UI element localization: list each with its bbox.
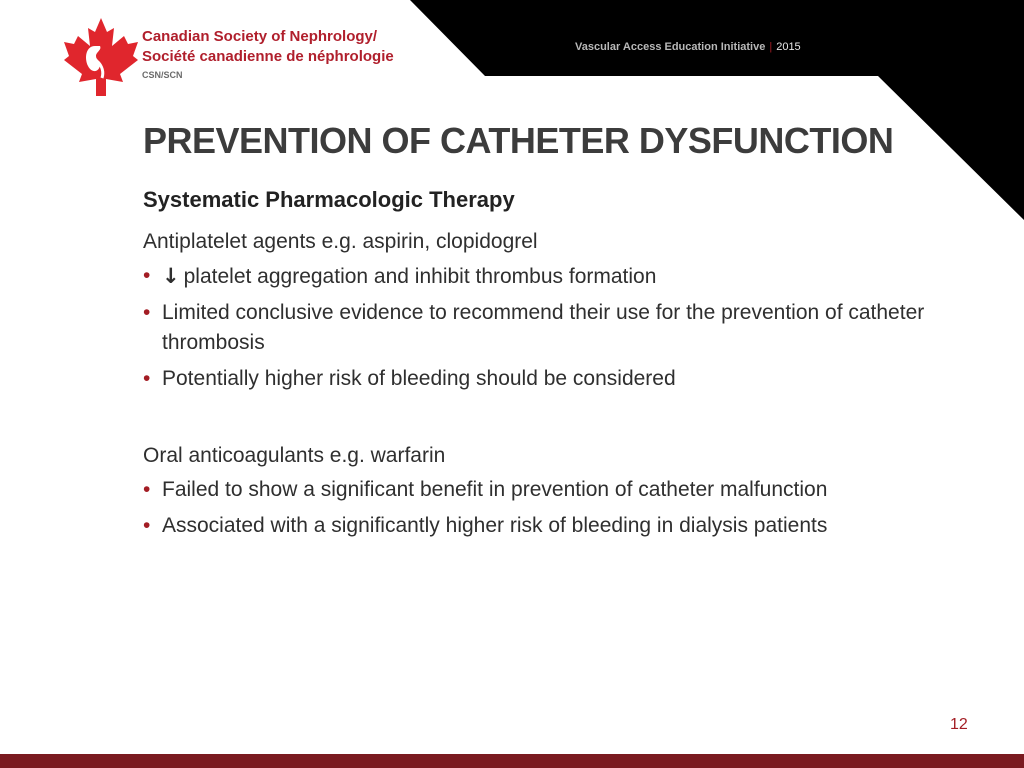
bullet-text: Potentially higher risk of bleeding should be considered xyxy=(162,367,676,390)
footer-bar xyxy=(0,754,1024,768)
csn-logo xyxy=(62,16,422,100)
maple-leaf-kidney-icon xyxy=(62,16,140,98)
page-number: 12 xyxy=(950,716,968,733)
section-spacer xyxy=(143,400,973,440)
header-year: 2015 xyxy=(776,41,801,53)
header-separator: | xyxy=(769,41,773,53)
initiative-label: Vascular Access Education Initiative xyxy=(575,41,766,53)
bullet-text: platelet aggregation and inhibit thrombus formation xyxy=(183,265,657,288)
logo-text-french: Société canadienne de néphrologie xyxy=(142,48,394,65)
bullet-text: Limited conclusive evidence to recommend their use for the prevention of catheter thrombosis xyxy=(162,301,925,354)
header-initiative-text xyxy=(575,41,801,53)
logo-text-english: Canadian Society of Nephrology/ xyxy=(142,28,378,45)
list-item xyxy=(143,364,973,394)
slide-title: PREVENTION OF CATHETER DYSFUNCTION xyxy=(143,120,894,161)
bullet-text: Associated with a significantly higher risk of bleeding in dialysis patients xyxy=(162,514,828,537)
list-item xyxy=(143,298,973,358)
bullet-text: Failed to show a significant benefit in prevention of catheter malfunction xyxy=(162,478,828,501)
anticoagulant-bullets xyxy=(143,475,973,541)
section-anticoagulant-intro: Oral anticoagulants e.g. warfarin xyxy=(143,444,446,467)
list-item xyxy=(143,475,973,505)
slide-subheading: Systematic Pharmacologic Therapy xyxy=(143,187,515,212)
slide-body xyxy=(143,184,973,547)
antiplatelet-bullets xyxy=(143,261,973,394)
list-item xyxy=(143,261,973,292)
section-antiplatelet-intro: Antiplatelet agents e.g. aspirin, clopidogrel xyxy=(143,230,538,253)
logo-text-acronym: CSN/SCN xyxy=(142,70,183,80)
down-arrow-icon: ↓ xyxy=(162,264,180,288)
list-item xyxy=(143,511,973,541)
